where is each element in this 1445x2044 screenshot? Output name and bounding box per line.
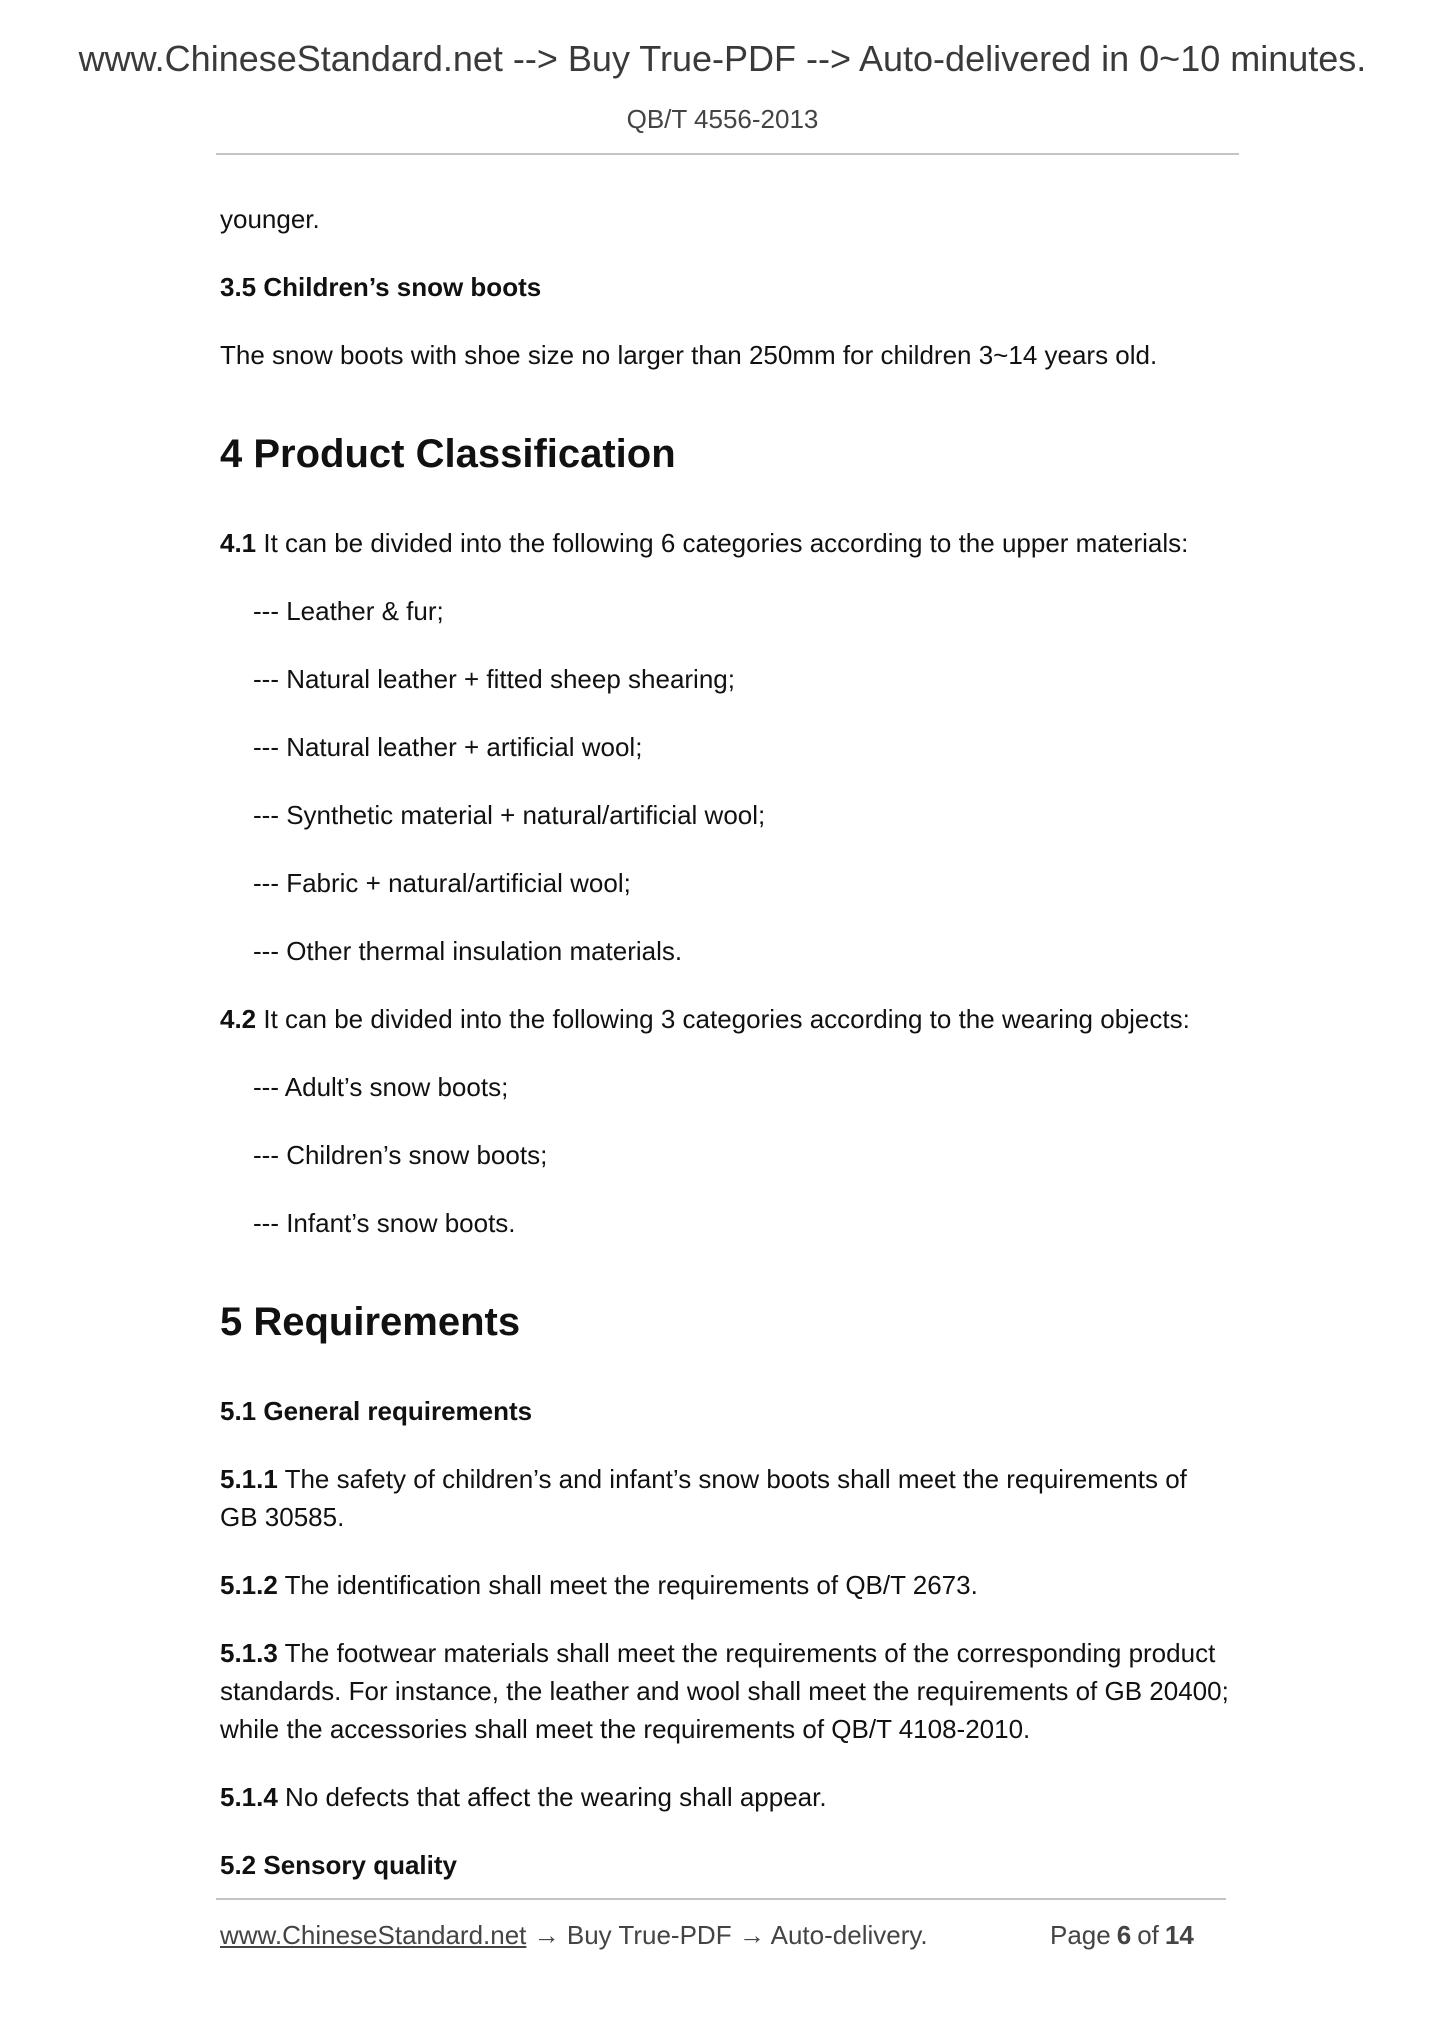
section-5-1-1-number: 5.1.1 [220, 1464, 278, 1494]
page-indicator [1050, 1920, 1194, 1951]
list-item: --- Leather & fur; [253, 596, 444, 626]
section-5-2-heading: 5.2 Sensory quality [220, 1850, 457, 1880]
list-item: --- Children’s snow boots; [253, 1140, 548, 1170]
section-5-1-3-line1: The footwear materials shall meet the requirements of the corresponding product [277, 1638, 1216, 1668]
standard-code: QB/T 4556-2013 [626, 104, 819, 134]
section-5-1-1 [220, 1460, 1240, 1536]
section-4-1 [220, 524, 1240, 562]
section-5-1-2 [220, 1566, 1240, 1604]
page-of-label: of [1137, 1920, 1159, 1950]
section-4-1-number: 4.1 [220, 528, 257, 558]
section-5-1-1-line2: GB 30585. [220, 1502, 345, 1532]
section-4-2 [220, 1000, 1240, 1038]
section-3-5-text: The snow boots with shoe size no larger than 250mm for children 3~14 years old. [220, 340, 1158, 370]
page-total: 14 [1164, 1920, 1194, 1950]
list-item: --- Natural leather + artificial wool; [253, 732, 643, 762]
footer-site-link[interactable]: www.ChineseStandard.net [220, 1920, 527, 1950]
section-5-1-1-line1: The safety of children’s and infant’s snow boots shall meet the requirements of [277, 1464, 1187, 1494]
section-4-1-text: It can be divided into the following 6 categories according to the upper materials: [256, 528, 1189, 558]
continuation-text: younger. [220, 204, 320, 234]
arrow-right-icon: → [533, 1920, 560, 1950]
list-item: --- Synthetic material + natural/artificial wool; [253, 800, 766, 830]
section-5-1-heading: 5.1 General requirements [220, 1396, 533, 1426]
footer-promo [220, 1920, 928, 1951]
list-item: --- Natural leather + fitted sheep shearing; [253, 664, 735, 694]
section-5-1-4 [220, 1778, 1240, 1816]
top-banner: www.ChineseStandard.net --> Buy True-PDF --> Auto-delivered in 0~10 minutes. [78, 38, 1367, 79]
page-current: 6 [1116, 1920, 1132, 1950]
section-5-heading: 5 Requirements [220, 1300, 521, 1344]
section-4-heading: 4 Product Classification [220, 432, 676, 476]
section-4-2-number: 4.2 [220, 1004, 257, 1034]
section-5-1-3 [220, 1634, 1240, 1748]
list-item: --- Other thermal insulation materials. [253, 936, 683, 966]
section-5-1-2-number: 5.1.2 [220, 1570, 278, 1600]
section-5-1-4-number: 5.1.4 [220, 1782, 278, 1812]
footer-buy-text: Buy True-PDF [566, 1920, 732, 1950]
footer-divider [216, 1898, 1226, 1900]
section-5-1-4-text: No defects that affect the wearing shall appear. [277, 1782, 827, 1812]
section-5-1-2-text: The identification shall meet the requirements of QB/T 2673. [277, 1570, 978, 1600]
section-5-1-3-line3: while the accessories shall meet the requirements of QB/T 4108-2010. [220, 1714, 1031, 1744]
section-4-2-text: It can be divided into the following 3 categories according to the wearing objects: [256, 1004, 1190, 1034]
section-5-1-3-line2: standards. For instance, the leather and wool shall meet the requirements of GB 20400; [220, 1676, 1229, 1706]
list-item: --- Adult’s snow boots; [253, 1072, 509, 1102]
list-item: --- Fabric + natural/artificial wool; [253, 868, 631, 898]
page-label: Page [1050, 1920, 1111, 1950]
footer-delivery-text: Auto-delivery. [770, 1920, 928, 1950]
list-item: --- Infant’s snow boots. [253, 1208, 516, 1238]
arrow-right-icon: → [738, 1920, 765, 1950]
section-3-5-heading: 3.5 Children’s snow boots [220, 272, 542, 302]
section-5-1-3-number: 5.1.3 [220, 1638, 278, 1668]
header-divider [216, 153, 1239, 155]
